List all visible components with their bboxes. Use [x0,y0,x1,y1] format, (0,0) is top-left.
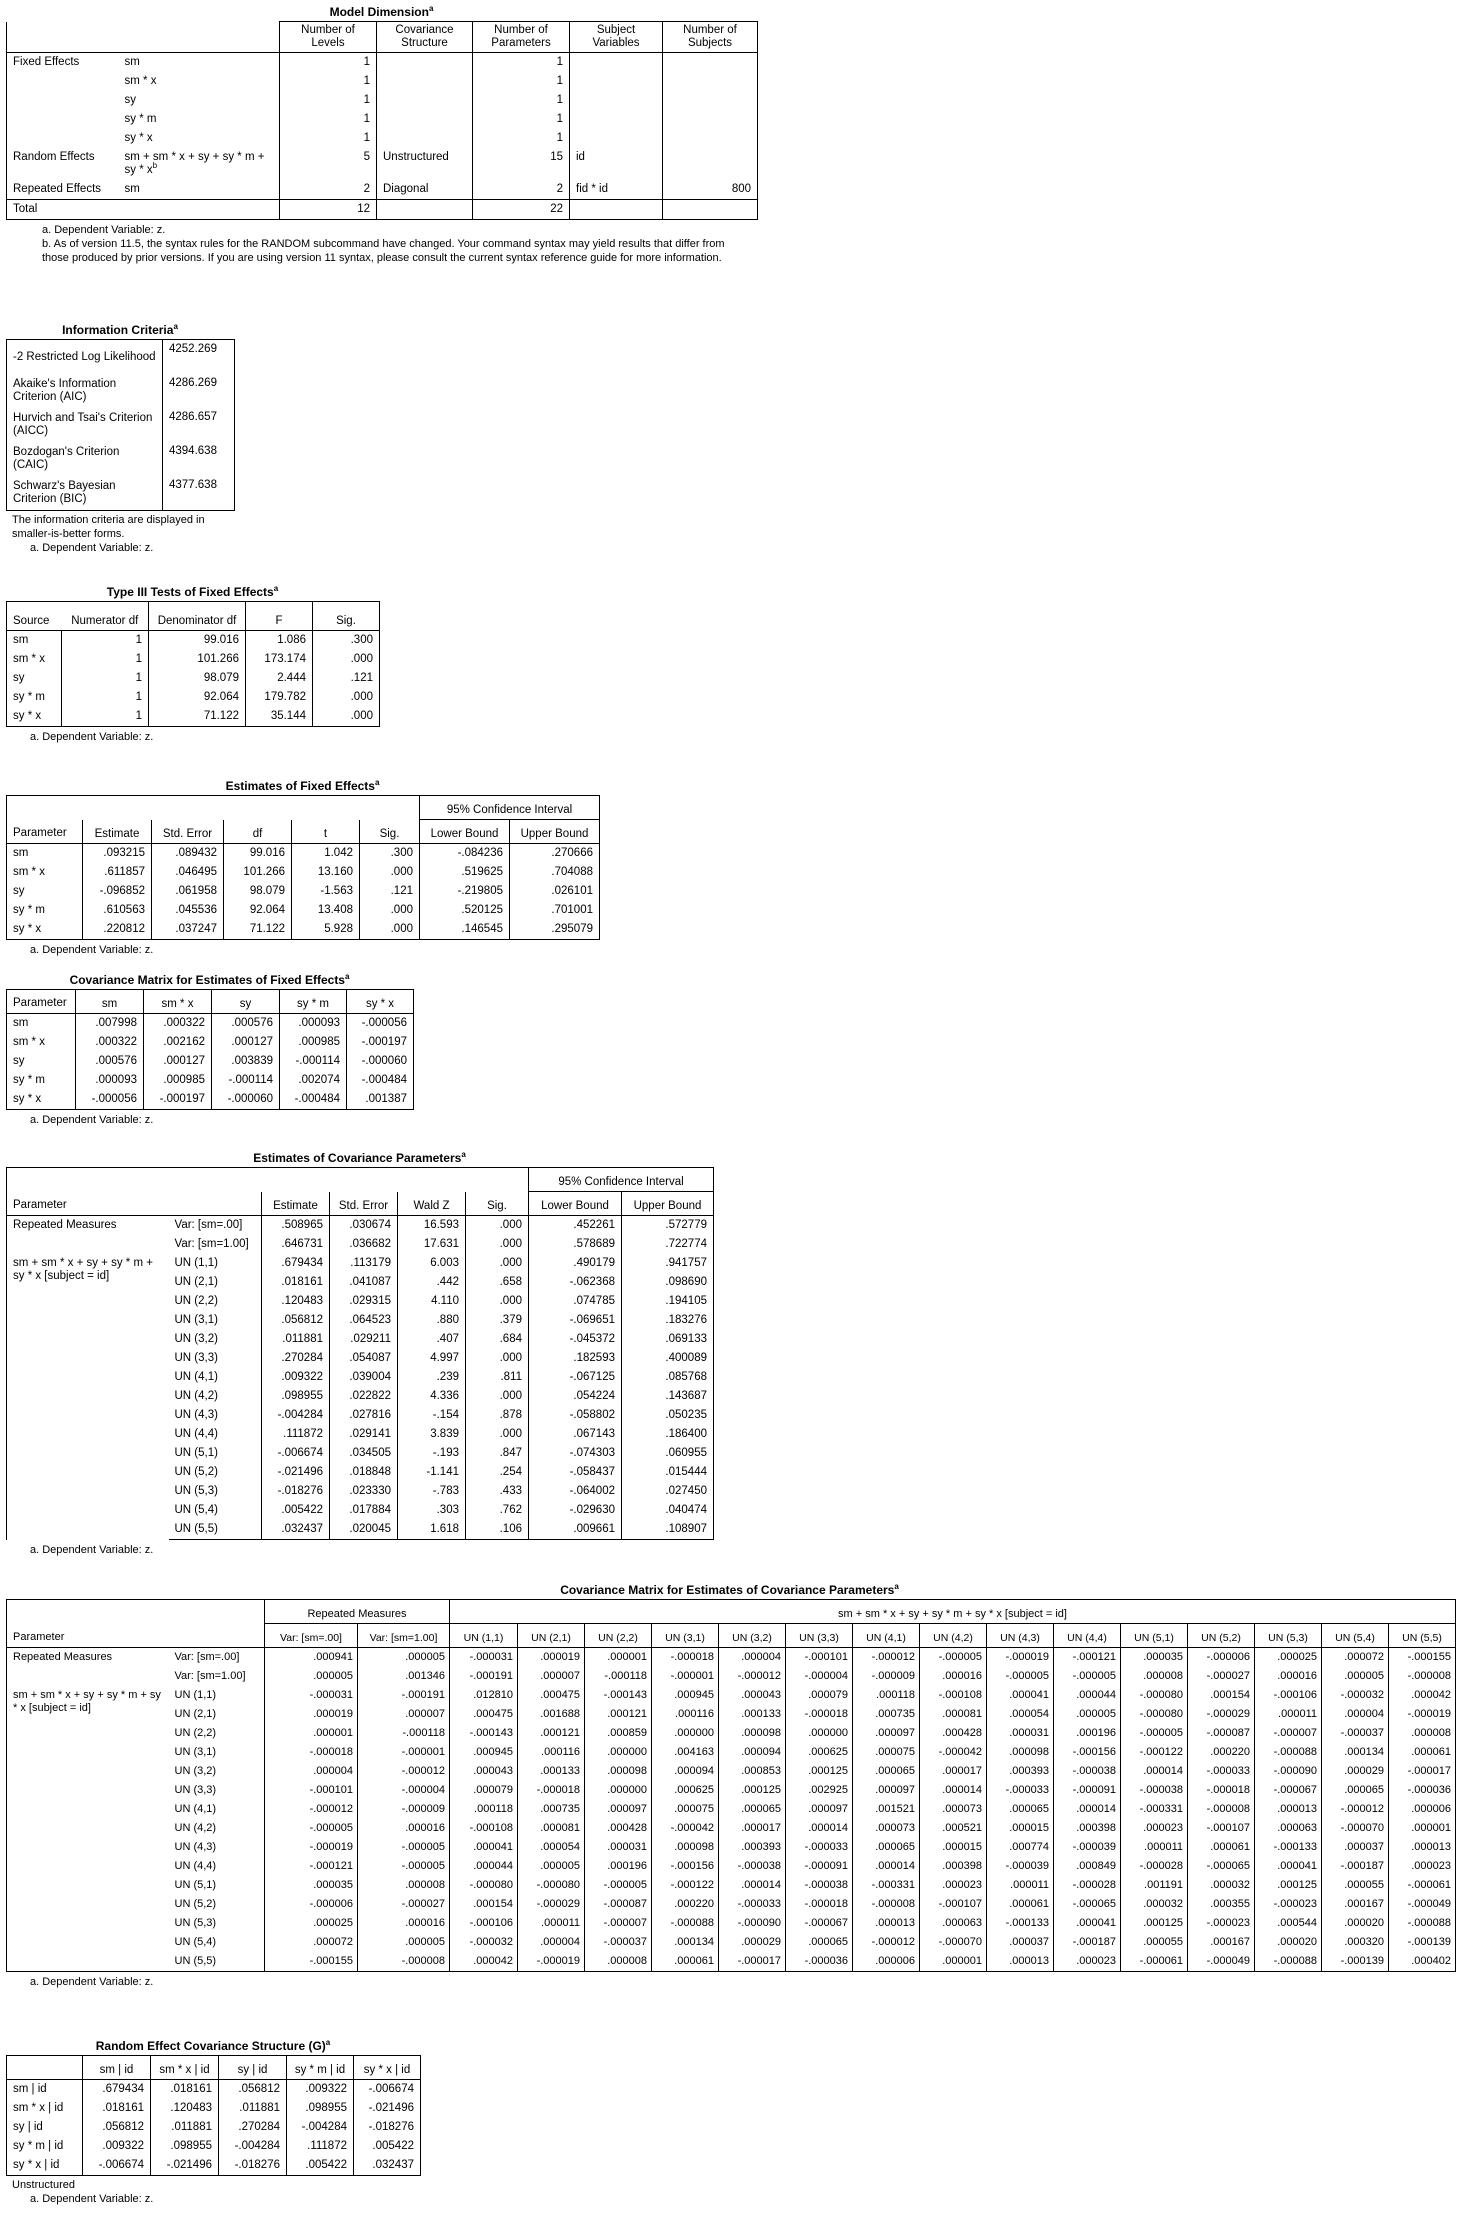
model-dimension-table: Number of Levels Covariance Structure Number of Parameters Subject Variables Number of Subjects Fixed Effects sm 1 1 sm * x 1 1 sy 1 1 sy * m 1 1 sy * x 1 1 Random Effects sm + sm * x + sy + sy * m + sy * $x^b$ 5 Unstructured 15 id Repeated Effects sm 2 Diagonal 2 fid * id 800 Total 12 22 [6,21,758,220]
table-row: UN (5,2) -.021496 .018848 -1.141 .254 -.058437 .015444 [7,1463,714,1482]
table-row: UN (5,2) -.000006 -.000027 .000154 -.000029 -.000087 .000220 -.000033 -.000018 -.000008 -.000107 .000061 -.000065 .000032 .000355 -.000023 .000167 -.000049 [7,1895,1456,1914]
column-header: UN (1,1) [450,1624,518,1648]
table-row: sm + sm * x + sy + sy * m + sy * x [subject = id] UN (1,1) .679434 .113179 6.003 .000 .490179 .941757 [7,1254,714,1273]
row-group-label: Fixed Effects [7,53,119,73]
fixed-effects-table: Parameter 95% Confidence Interval Estimate Std. Error df t Sig. Lower Bound Upper Bound sm .093215 .089432 99.016 1.042 .300 -.084236 .270666 sm * x .611857 .046495 101.266 13.160 .000 .519625 .704088 sy -.096852 .061958 98.079 -1.563 .121 -.219805 .026101 sy * m .610563 .045536 92.064 13.408 .000 .520125 .701001 sy * x .220812 .037247 71.122 5.928 .000 .146545 .295079 [6,795,600,940]
cov-params-note-a: a. Dependent Variable: z. [30,1544,154,1556]
column-header: UN (5,3) [1255,1624,1322,1648]
type3-tests-section [6,584,380,744]
model-dimension-title: Model Dimension$^a$ [329,4,434,19]
table-row: UN (5,4) .000072 .000005 -.000032 .000004 -.000037 .000134 .000029 .000065 -.000012 -.000070 .000037 -.000187 .000055 .000167 .000020 .000320 -.000139 [7,1933,1456,1952]
table-row: UN (4,2) .098955 .022822 4.336 .000 .054224 .143687 [7,1387,714,1406]
cov-ci-header: 95% Confidence Interval [529,1168,714,1192]
type3-tests-table: Source Numerator df Denominator df F Sig. sm 1 99.016 1.086 .300 sm * x 1 101.266 173.174 .000 sy 1 98.079 2.444 .121 sy * m 1 92.064 179.782 .000 sy * x 1 71.122 35.144 .000 [6,601,380,727]
table-row: Var: [sm=1.00] .646731 .036682 17.631 .000 .578689 .722774 [7,1235,714,1254]
cov-cov-note-a: a. Dependent Variable: z. [30,1976,154,1988]
g-matrix-table: sm | id sm * x | id sy | id sy * m | id sy * x | id sm | id .679434 .018161 .056812 .009322 -.006674 sm * x | id .018161 .120483 .011881 .098955 -.021496 sy | id .056812 .011881 .270284 -.004284 -.018276 sy * m | id .009322 .098955 -.004284 .111872 .005422 sy * x | id -.006674 -.021496 -.018276 .005422 .032437 [6,2055,421,2176]
table-row: UN (4,4) -.000121 -.000005 .000044 .000005 .000196 -.000156 -.000038 -.000091 .000014 .000398 -.000039 .000849 -.000028 -.000065 .000041 -.000187 .000023 [7,1857,1456,1876]
cov-params-section [6,1150,714,1557]
type3-tests-note-a: a. Dependent Variable: z. [30,731,154,743]
fixed-cov-note-a: a. Dependent Variable: z. [30,1114,154,1126]
table-row: UN (3,2) .011881 .029211 .407 .684 -.045372 .069133 [7,1330,714,1349]
model-dimension-note-b: b. As of version 11.5, the syntax rules for the RANDOM subcommand have changed. Your command syntax may yield results that differ from those produced by prior versions. If you are using version 11 syntax, please consult the current syntax reference guide for more information. [42,238,725,264]
table-row: UN (3,2) .000004 -.000012 .000043 .000133 .000098 .000094 .000853 .000125 .000065 .000017 .000393 -.000038 .000014 -.000033 -.000090 .000029 -.000017 [7,1762,1456,1781]
fixed-cov-table: Parameter sm sm * x sy sy * m sy * x sm .007998 .000322 .000576 .000093 -.000056 sm * x .000322 .002162 .000127 .000985 -.000197 sy .000576 .000127 .003839 -.000114 -.000060 sy * m .000093 .000985 -.000114 .002074 -.000484 sy * x -.000056 -.000197 -.000060 -.000484 .001387 [6,989,414,1110]
information-criteria-note-a: a. Dependent Variable: z. [30,542,154,554]
column-header: Var: [sm=1.00] [358,1624,450,1648]
column-header: UN (5,5) [1389,1624,1456,1648]
table-row: UN (2,1) .018161 .041087 .442 .658 -.062368 .098690 [7,1273,714,1292]
fixed-cov-title: Covariance Matrix for Estimates of Fixed Effects$^a$ [69,972,350,987]
column-header: UN (4,2) [920,1624,987,1648]
row-group-label: sm + sm * x + sy + sy * m + sy * x [subject = id] [7,1686,169,1972]
fixed-cov-section [6,972,414,1127]
column-header: Var: [sm=.00] [265,1624,358,1648]
table-row: UN (4,2) -.000005 .000016 -.000108 .000081 .000428 -.000042 .000017 .000014 .000073 .000521 .000015 .000398 .000023 -.000107 .000063 -.000070 .000001 [7,1819,1456,1838]
fixed-effects-section [6,778,600,957]
cov-cov-section [6,1582,1456,1989]
row-group-label: Repeated Measures [7,1216,169,1236]
g-matrix-section [6,2038,421,2206]
information-criteria-footer: The information criteria are displayed in smaller-is-better forms. [12,514,205,540]
cov-cov-title: Covariance Matrix for Estimates of Covariance Parameters$^a$ [560,1582,899,1597]
table-row: UN (4,1) .009322 .039004 .239 .811 -.067125 .085768 [7,1368,714,1387]
table-row: UN (3,3) -.000101 -.000004 .000079 -.000018 .000000 .000625 .000125 .002925 .000097 .000014 -.000033 -.000091 -.000038 -.000018 -.000067 .000065 -.000036 [7,1781,1456,1800]
table-row: UN (4,3) -.000019 -.000005 .000041 .000054 .000031 .000098 .000393 -.000033 .000065 .000015 .000774 -.000039 .000011 .000061 -.000133 .000037 .000013 [7,1838,1456,1857]
fixed-effects-title: Estimates of Fixed Effects$^a$ [225,778,380,793]
column-header: UN (3,1) [652,1624,719,1648]
table-row: UN (5,5) -.000155 -.000008 .000042 -.000019 .000008 .000061 -.000017 -.000036 .000006 .000001 .000013 .000023 -.000061 -.000049 -.000088 -.000139 .000402 [7,1952,1456,1972]
group-header: sm + sm * x + sy + sy * m + sy * x [subject = id] [450,1600,1456,1624]
g-matrix-note-a: a. Dependent Variable: z. [30,2193,154,2205]
column-header: UN (5,2) [1188,1624,1255,1648]
fixed-effects-note-a: a. Dependent Variable: z. [30,944,154,956]
table-row: UN (5,3) -.018276 .023330 -.783 .433 -.064002 .027450 [7,1482,714,1501]
model-dimension-section [6,4,758,265]
row-group-label: Repeated Measures [7,1648,169,1668]
column-header: UN (2,2) [585,1624,652,1648]
cov-cov-table: Parameter Repeated Measures sm + sm * x + sy + sy * m + sy * x [subject = id] Var: [sm=.00] Var: [sm=1.00] UN (1,1) UN (2,1) UN (2,2) UN (3,1) UN (3,2) UN (3,3) UN (4,1) UN (4,2) UN (4,3) UN (4,4) UN (5,1) UN (5,2) UN (5,3) UN (5,4) UN (5,5) Repeated Measures Var: [sm=.00] .000941 .000005 -.000031 .000019 .000001 -.000018 .000004 -.000101 -.000012 -.000005 -.000019 -.000121 .000035 -.000006 .000025 .000072 -.000155 Var: [sm=1.00] .000005 .001346 -.000191 .000007 -.000118 -.000001 -.000012 -.000004 -.000009 .000016 -.000005 -.000005 .000008 -.000027 .000016 .000005 -.000008 sm + sm * x + sy + sy * m + sy * x [subject = id] UN (1,1) -.000031 -.000191 .012810 .000475 -.000143 .000945 .000043 .000079 .000118 -.000108 .000041 .000044 -.000080 .000154 -.000106 -.000032 .000042 UN (2,1) .000019 .000007 .000475 .001688 .000121 .000116 .000133 -.000018 .000735 .000081 .000054 .000005 -.000080 -.000029 .000011 .000004 -.000019 UN (2,2) .000001 -.000118 -.000143 .000121 .000859 .000000 .000098 .000000 .000097 .000428 .000031 .000196 -.000005 -.000087 -.000007 -.000037 .000008 UN (3,1) -.000018 -.000001 .000945 .000116 .000000 .004163 .000094 .000625 .000075 -.000042 .000098 -.000156 -.000122 .000220 -.000088 .000134 .000061 UN (3,2) .000004 -.000012 .000043 .000133 .000098 .000094 .000853 .000125 .000065 .000017 .000393 -.000038 .000014 -.000033 -.000090 .000029 -.000017 UN (3,3) -.000101 -.000004 .000079 -.000018 .000000 .000625 .000125 .002925 .000097 .000014 -.000033 -.000091 -.000038 -.000018 -.000067 .000065 -.000036 UN (4,1) -.000012 -.000009 .000118 .000735 .000097 .000075 .000065 .000097 .001521 .000073 .000065 .000014 -.000331 -.000008 .000013 -.000012 .000006 UN (4,2) -.000005 .000016 -.000108 .000081 .000428 -.000042 .000017 .000014 .000073 .000521 .000015 .000398 .000023 -.000107 .000063 -.000070 .000001 UN (4,3) -.000019 -.000005 .000041 .000054 .000031 .000098 .000393 -.000033 .000065 .000015 .000774 -.000039 .000011 .000061 -.000133 .000037 .000013 UN (4,4) -.000121 -.000005 .000044 .000005 .000196 -.000156 -.000038 -.000091 .000014 .000398 -.000039 .000849 -.000028 -.000065 .000041 -.000187 .000023 UN (5,1) .000035 .000008 -.000080 -.000080 -.000005 -.000122 .000014 -.000038 -.000331 .000023 .000011 -.000028 .001191 .000032 .000125 .000055 -.000061 UN (5,2) -.000006 -.000027 .000154 -.000029 -.000087 .000220 -.000033 -.000018 -.000008 -.000107 .000061 -.000065 .000032 .000355 -.000023 .000167 -.000049 UN (5,3) .000025 .000016 -.000106 .000011 -.000007 -.000088 -.000090 -.000067 .000013 .000063 -.000133 .000041 .000125 -.000023 .000544 .000020 -.000088 UN (5,4) .000072 .000005 -.000032 .000004 -.000037 .000134 .000029 .000065 -.000012 -.000070 .000037 -.000187 .000055 .000167 .000020 .000320 -.000139 UN (5,5) -.000155 -.000008 .000042 -.000019 .000008 .000061 -.000017 -.000036 .000006 .000001 .000013 .000023 -.000061 -.000049 -.000088 -.000139 .000402 [6,1599,1456,1972]
row-group-label: sm + sm * x + sy + sy * m + sy * x [subject = id] [7,1254,169,1540]
table-row: UN (3,1) -.000018 -.000001 .000945 .000116 .000000 .004163 .000094 .000625 .000075 -.000042 .000098 -.000156 -.000122 .000220 -.000088 .000134 .000061 [7,1743,1456,1762]
information-criteria-table: -2 Restricted Log Likelihood 4252.269 Akaike's Information Criterion (AIC) 4286.269 Hurvich and Tsai's Criterion (AICC) 4286.657 Bozdogan's Criterion (CAIC) 4394.638 Schwarz's Bayesian Criterion (BIC) 4377.638 [6,339,235,511]
g-matrix-title: Random Effect Covariance Structure $(G)^a$ [95,2038,331,2053]
ci-header: 95% Confidence Interval [420,796,600,820]
table-row: UN (5,1) .000035 .000008 -.000080 -.000080 -.000005 -.000122 .000014 -.000038 -.000331 .000023 .000011 -.000028 .001191 .000032 .000125 .000055 -.000061 [7,1876,1456,1895]
table-row: UN (5,1) -.006674 .034505 -.193 .847 -.074303 .060955 [7,1444,714,1463]
cov-params-title: Estimates of Covariance Parameters$^a$ [253,1150,466,1165]
table-row: UN (5,3) .000025 .000016 -.000106 .000011 -.000007 -.000088 -.000090 -.000067 .000013 .000063 -.000133 .000041 .000125 -.000023 .000544 .000020 -.000088 [7,1914,1456,1933]
group-header: Repeated Measures [265,1600,450,1624]
table-row: Var: [sm=1.00] .000005 .001346 -.000191 .000007 -.000118 -.000001 -.000012 -.000004 -.000009 .000016 -.000005 -.000005 .000008 -.000027 .000016 .000005 -.000008 [7,1667,1456,1686]
type3-tests-title: Type III Tests of Fixed Effects$^a$ [106,584,279,599]
column-header: UN (4,4) [1054,1624,1121,1648]
column-header: UN (5,1) [1121,1624,1188,1648]
column-header: UN (4,3) [987,1624,1054,1648]
table-row: sm + sm * x + sy + sy * m + sy * x [subject = id] UN (1,1) -.000031 -.000191 .012810 .000475 -.000143 .000945 .000043 .000079 .000118 -.000108 .000041 .000044 -.000080 .000154 -.000106 -.000032 .000042 [7,1686,1456,1705]
model-dimension-note-a: a. Dependent Variable: z. [42,224,166,236]
information-criteria-section [6,322,235,555]
table-row: UN (4,1) -.000012 -.000009 .000118 .000735 .000097 .000075 .000065 .000097 .001521 .000073 .000065 .000014 -.000331 -.000008 .000013 -.000012 .000006 [7,1800,1456,1819]
table-row: UN (3,1) .056812 .064523 .880 .379 -.069651 .183276 [7,1311,714,1330]
column-header: UN (3,3) [786,1624,853,1648]
column-header: UN (2,1) [518,1624,585,1648]
information-criteria-title: Information Criteria$^a$ [62,322,178,337]
g-matrix-footer: Unstructured [12,2179,75,2191]
table-row: UN (2,2) .120483 .029315 4.110 .000 .074785 .194105 [7,1292,714,1311]
table-row: UN (2,2) .000001 -.000118 -.000143 .000121 .000859 .000000 .000098 .000000 .000097 .000428 .000031 .000196 -.000005 -.000087 -.000007 -.000037 .000008 [7,1724,1456,1743]
column-header: UN (4,1) [853,1624,920,1648]
column-header: UN (3,2) [719,1624,786,1648]
table-row: UN (2,1) .000019 .000007 .000475 .001688 .000121 .000116 .000133 -.000018 .000735 .000081 .000054 .000005 -.000080 -.000029 .000011 .000004 -.000019 [7,1705,1456,1724]
table-row: UN (3,3) .270284 .054087 4.997 .000 .182593 .400089 [7,1349,714,1368]
table-row: UN (5,5) .032437 .020045 1.618 .106 .009661 .108907 [7,1520,714,1540]
table-row: Repeated Measures Var: [sm=.00] .508965 .030674 16.593 .000 .452261 .572779 [7,1216,714,1236]
column-header: UN (5,4) [1322,1624,1389,1648]
cov-params-table: Parameter 95% Confidence Interval Estimate Std. Error Wald Z Sig. Lower Bound Upper Bound Repeated Measures Var: [sm=.00] .508965 .030674 16.593 .000 .452261 .572779 Var: [sm=1.00] .646731 .036682 17.631 .000 .578689 .722774 sm + sm * x + sy + sy * m + sy * x [subject = id] UN (1,1) .679434 .113179 6.003 .000 .490179 .941757 UN (2,1) .018161 .041087 .442 .658 -.062368 .098690 UN (2,2) .120483 .029315 4.110 .000 .074785 .194105 UN (3,1) .056812 .064523 .880 .379 -.069651 .183276 UN (3,2) .011881 .029211 .407 .684 -.045372 .069133 UN (3,3) .270284 .054087 4.997 .000 .182593 .400089 UN (4,1) .009322 .039004 .239 .811 -.067125 .085768 UN (4,2) .098955 .022822 4.336 .000 .054224 .143687 UN (4,3) -.004284 .027816 -.154 .878 -.058802 .050235 UN (4,4) .111872 .029141 3.839 .000 .067143 .186400 UN (5,1) -.006674 .034505 -.193 .847 -.074303 .060955 UN (5,2) -.021496 .018848 -1.141 .254 -.058437 .015444 UN (5,3) -.018276 .023330 -.783 .433 -.064002 .027450 UN (5,4) .005422 .017884 .303 .762 -.029630 .040474 UN (5,5) .032437 .020045 1.618 .106 .009661 .108907 [6,1167,714,1540]
table-row: UN (4,3) -.004284 .027816 -.154 .878 -.058802 .050235 [7,1406,714,1425]
table-row: Repeated Measures Var: [sm=.00] .000941 .000005 -.000031 .000019 .000001 -.000018 .000004 -.000101 -.000012 -.000005 -.000019 -.000121 .000035 -.000006 .000025 .000072 -.000155 [7,1648,1456,1668]
table-row: UN (5,4) .005422 .017884 .303 .762 -.029630 .040474 [7,1501,714,1520]
table-row: UN (4,4) .111872 .029141 3.839 .000 .067143 .186400 [7,1425,714,1444]
